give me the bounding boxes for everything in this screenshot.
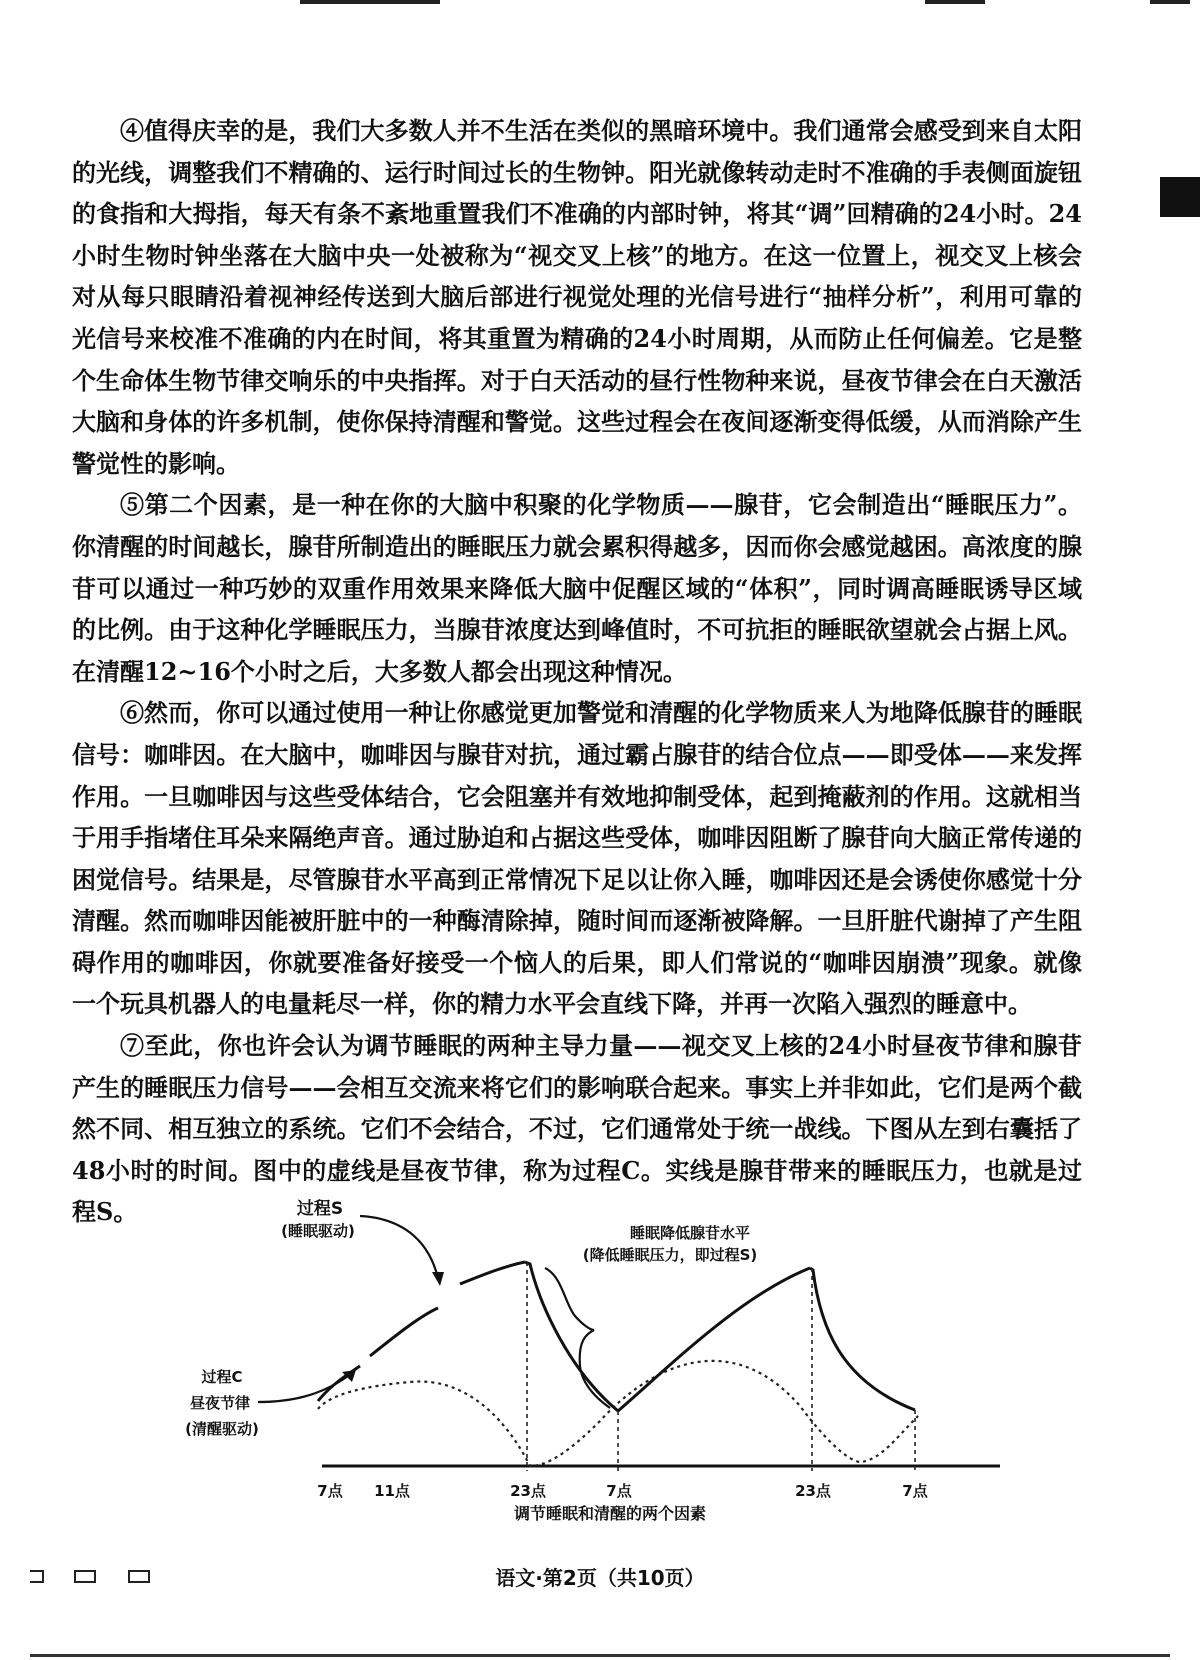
arrow-to-s-curve — [360, 1216, 438, 1278]
tick-7-end: 7点 — [902, 1482, 928, 1500]
sleep-regulation-figure — [170, 1196, 1040, 1521]
label-process-c-title: 过程C — [201, 1368, 243, 1386]
article-body — [72, 110, 1082, 1233]
process-s-curve-decay-1 — [525, 1262, 618, 1411]
paragraph-7: ⑦至此，你也许会认为调节睡眠的两种主导力量——视交叉上核的24小时昼夜节律和腺苷产生的睡眠压力信号——会相互交流来将它们的影响联合起来。事实上并非如此，它们是两个截然不同、相互独立的系统。它们不会结合，不过，它们通常处于统一战线。下图从左到右囊括了48小时的时间。图中的虚线是昼夜节律，称为过程C。实线是腺苷带来的睡眠压力，也就是过程S。 — [72, 1031, 1082, 1227]
figure-svg — [170, 1196, 1040, 1521]
tick-7-start: 7点 — [317, 1482, 343, 1500]
tick-23-a: 23点 — [510, 1482, 546, 1500]
process-s-curve-rise-b — [370, 1308, 438, 1356]
label-process-s-title: 过程S — [296, 1199, 344, 1219]
label-process-s-sub: (睡眠驱动) — [281, 1222, 355, 1240]
page-footer: 语文·第2页（共10页） — [495, 1566, 705, 1590]
tick-23-b: 23点 — [795, 1482, 831, 1500]
top-rule-right — [1150, 0, 1190, 4]
top-rule-left — [300, 0, 440, 4]
label-process-c-sub2: (清醒驱动) — [185, 1420, 259, 1438]
process-s-curve-decay-2 — [810, 1268, 915, 1410]
paragraph-5: ⑤第二个因素，是一种在你的大脑中积聚的化学物质——腺苷，它会制造出“睡眠压力”。你清醒的时间越长，腺苷所制造出的睡眠压力就会累积得越多，因而你会感觉越困。高浓度的腺苷可以通过一种巧妙的双重作用效果来降低大脑中促醒区域的“体积”，同时调高睡眠诱导区域的比例。由于这种化学睡眠压力，当腺苷浓度达到峰值时，不可抗拒的睡眠欲望就会占据上风。在清醒12~16个小时之后，大多数人都会出现这种情况。 — [72, 490, 1082, 686]
label-process-c-sub1: 昼夜节律 — [189, 1394, 251, 1412]
process-s-curve-rise-2 — [618, 1268, 810, 1411]
paragraph-4: ④值得庆幸的是，我们大多数人并不生活在类似的黑暗环境中。我们通常会感受到来自太阳的光线，调整我们不精确的、运行时间过长的生物钟。阳光就像转动走时不准确的手表侧面旋钮的食指和大拇指，每天有条不紊地重置我们不准确的内部时钟，将其“调”回精确的24小时。24小时生物时钟坐落在大脑中央一处被称为“视交叉上核”的地方。在这一位置上，视交叉上核会对从每只眼睛沿着视神经传送到大脑后部进行视觉处理的光信号进行“抽样分析”，利用可靠的光信号来校准不准确的内在时间，将其重置为精确的24小时周期，从而防止任何偏差。它是整个生命体生物节律交响乐的中央指挥。对于白天活动的昼行性物种来说，昼夜节律会在白天激活大脑和身体的许多机制，使你保持清醒和警觉。这些过程会在夜间逐渐变得低缓，从而消除产生警觉性的影响。 — [72, 116, 1082, 478]
arrow-head-s — [432, 1272, 444, 1286]
page-edge-tab — [1160, 177, 1200, 217]
tick-7-mid: 7点 — [606, 1482, 632, 1500]
paragraph-6: ⑥然而，你可以通过使用一种让你感觉更加警觉和清醒的化学物质来人为地降低腺苷的睡眠信号：咖啡因。在大脑中，咖啡因与腺苷对抗，通过霸占腺苷的结合位点——即受体——来发挥作用。一旦咖啡因与这些受体结合，它会阻塞并有效地抑制受体，起到掩蔽剂的作用。这就相当于用手指堵住耳朵来隔绝声音。通过胁迫和占据这些受体，咖啡因阻断了腺苷向大脑正常传递的困觉信号。结果是，尽管腺苷水平高到正常情况下足以让你入睡，咖啡因还是会诱使你感觉十分清醒。然而咖啡因能被肝脏中的一种酶清除掉，随时间而逐渐被降解。一旦肝脏代谢掉了产生阻碍作用的咖啡因，你就要准备好接受一个恼人的后果，即人们常说的“咖啡因崩溃”现象。就像一个玩具机器人的电量耗尽一样，你的精力水平会直线下降，并再一次陷入强烈的睡意中。 — [72, 698, 1082, 1019]
top-rule-mid — [925, 0, 985, 4]
brace-sleep-drop — [545, 1268, 610, 1408]
label-sleep-drop-title: 睡眠降低腺苷水平 — [629, 1224, 751, 1242]
bottom-rule — [30, 1654, 1170, 1657]
figure-caption: 调节睡眠和清醒的两个因素 — [513, 1504, 707, 1521]
arrow-to-c-curve — [258, 1376, 348, 1402]
label-sleep-drop-sub: (降低睡眠压力，即过程S) — [582, 1246, 758, 1264]
tick-11: 11点 — [374, 1482, 410, 1500]
process-s-curve-rise-c — [460, 1262, 525, 1284]
